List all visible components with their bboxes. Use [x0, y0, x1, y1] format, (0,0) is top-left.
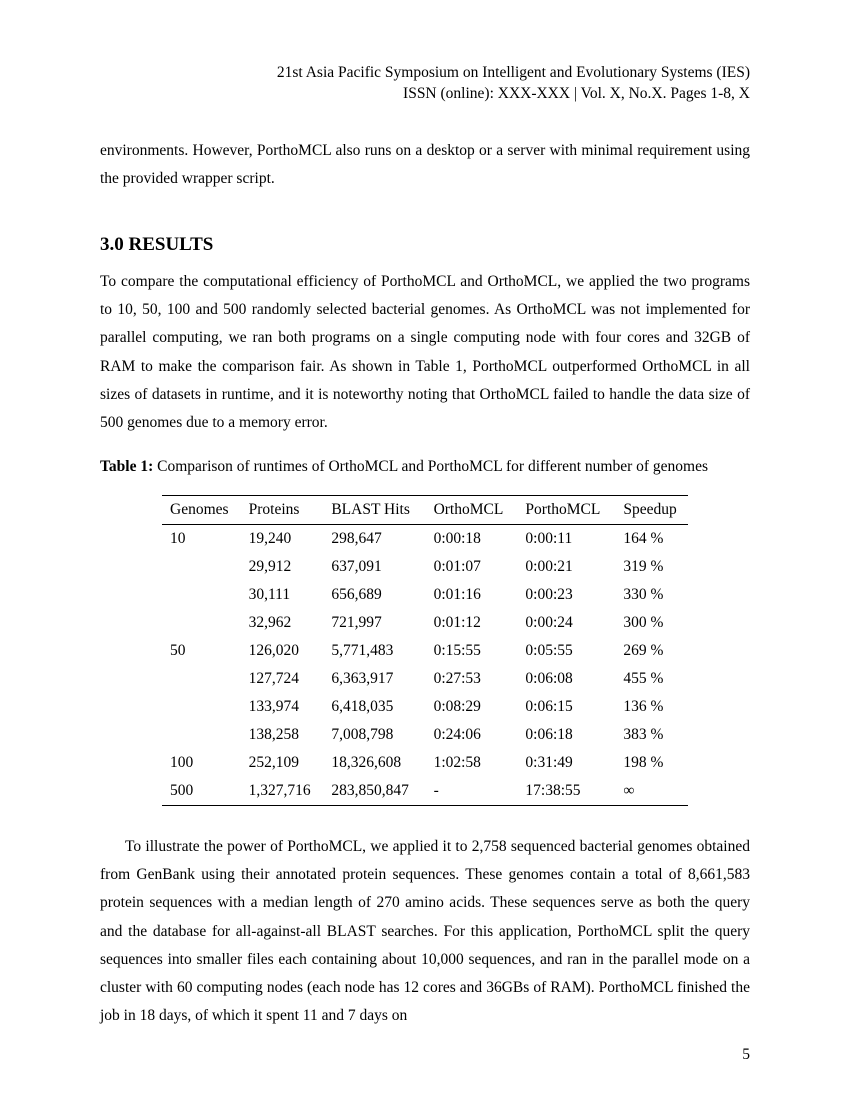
table-cell: 0:24:06: [433, 726, 481, 743]
table-cell: 0:00:18: [433, 530, 481, 547]
table-cell: 133,974: [248, 698, 299, 715]
table-row: [162, 553, 688, 581]
table-cell: 6,418,035: [331, 698, 394, 715]
table-cell: 300 %: [623, 614, 664, 631]
table-cell: 298,647: [331, 530, 382, 547]
table-cell: 656,689: [331, 586, 382, 603]
table-caption-text: Comparison of runtimes of OrthoMCL and PorthoMCL for different number of genomes: [157, 458, 709, 475]
header-line-2: ISSN (online): XXX-XXX | Vol. X, No.X. Pages 1-8, X: [403, 85, 750, 102]
table-cell: 637,091: [331, 558, 382, 575]
table-cell: 50: [170, 642, 186, 659]
table-cell: 10: [170, 530, 186, 547]
table-cell: 198 %: [623, 754, 664, 771]
table-cell: 1:02:58: [433, 754, 481, 771]
table-cell: 0:00:21: [525, 558, 573, 575]
table-cell: 164 %: [623, 530, 664, 547]
table-row: [162, 721, 688, 749]
header-line-1: 21st Asia Pacific Symposium on Intelligent and Evolutionary Systems (IES): [276, 64, 750, 81]
table-row: [162, 777, 688, 806]
table-cell: 0:00:23: [525, 586, 573, 603]
table-cell: 0:27:53: [433, 670, 481, 687]
table-cell: 17:38:55: [525, 782, 581, 799]
column-header: Genomes: [162, 496, 241, 525]
column-header: BLAST Hits: [323, 496, 425, 525]
table-cell: 0:05:55: [525, 642, 573, 659]
table-caption-label: Table 1:: [100, 458, 154, 475]
table-cell: 0:00:24: [525, 614, 573, 631]
table-cell: 19,240: [248, 530, 292, 547]
table-cell: [162, 609, 241, 637]
column-header: OrthoMCL: [426, 496, 518, 525]
running-header: [277, 62, 750, 104]
table-cell: 0:06:18: [525, 726, 573, 743]
table-row: [162, 609, 688, 637]
table-header-row: [162, 496, 688, 525]
page-number: 5: [742, 1046, 750, 1063]
table-row: [162, 693, 688, 721]
table-cell: 383 %: [623, 726, 664, 743]
results-paragraph: To compare the computational efficiency of PorthoMCL and OrthoMCL, we applied the two programs to 10, 50, 100 and 500 randomly selected bacterial genomes. As OrthoMCL was not implemented for parallel computing, we ran both programs on a single computing node with four cores and 32GB of RAM to make the comparison fair. As shown in Table 1, PorthoMCL outperformed OrthoMCL in all sizes of datasets in runtime, and it is noteworthy noting that OrthoMCL failed to handle the data size of 500 genomes due to a memory error.: [100, 273, 750, 432]
table-cell: 5,771,483: [331, 642, 394, 659]
table-cell: [162, 581, 241, 609]
table-cell: [162, 553, 241, 581]
table-cell: 29,912: [248, 558, 292, 575]
table-cell: 30,111: [248, 586, 291, 603]
table-cell: 7,008,798: [331, 726, 394, 743]
table-cell: 32,962: [248, 614, 292, 631]
table-cell: 319 %: [623, 558, 664, 575]
table-row: [162, 665, 688, 693]
table-cell: 0:31:49: [525, 754, 573, 771]
column-header: PorthoMCL: [517, 496, 615, 525]
table-cell: [162, 693, 241, 721]
table-row: [162, 525, 688, 554]
table-cell: 269 %: [623, 642, 664, 659]
table-cell: 100: [170, 754, 194, 771]
table-cell: -: [433, 782, 439, 799]
table-cell: 721,997: [331, 614, 382, 631]
table-caption: [100, 457, 750, 477]
table-cell: ∞: [623, 782, 635, 799]
table-cell: 0:01:07: [433, 558, 481, 575]
table-cell: 0:00:11: [525, 530, 573, 547]
table-row: [162, 637, 688, 665]
intro-paragraph: environments. However, PorthoMCL also runs on a desktop or a server with minimal requirement using the provided wrapper script.: [100, 142, 750, 188]
table-cell: 0:06:15: [525, 698, 573, 715]
table-body: [162, 525, 688, 806]
column-header: Proteins: [241, 496, 324, 525]
table-cell: 500: [170, 782, 194, 799]
table-row: [162, 749, 688, 777]
table-cell: 0:06:08: [525, 670, 573, 687]
table-cell: 455 %: [623, 670, 664, 687]
table-cell: 0:15:55: [433, 642, 481, 659]
table-cell: 252,109: [248, 754, 299, 771]
table-cell: 283,850,847: [331, 782, 409, 799]
table-row: [162, 581, 688, 609]
section-title: 3.0 RESULTS: [100, 234, 214, 255]
table-cell: 6,363,917: [331, 670, 394, 687]
table-cell: 0:01:16: [433, 586, 481, 603]
table-cell: 127,724: [248, 670, 299, 687]
table-cell: 330 %: [623, 586, 664, 603]
column-header: Speedup: [615, 496, 688, 525]
table-cell: [162, 721, 241, 749]
table-cell: 18,326,608: [331, 754, 402, 771]
table-cell: 138,258: [248, 726, 299, 743]
table-cell: 126,020: [248, 642, 299, 659]
table-cell: 0:01:12: [433, 614, 481, 631]
table-cell: 0:08:29: [433, 698, 481, 715]
runtime-table: [162, 495, 688, 806]
application-paragraph: To illustrate the power of PorthoMCL, we applied it to 2,758 sequenced bacterial genomes obtained from GenBank using their annotated protein sequences. These genomes contain a total of 8,661,583 protein sequences with a median length of 270 amino acids. These sequences serve as both the query and the database for all-against-all BLAST searches. For this application, PorthoMCL split the query sequences into smaller files each containing about 10,000 sequences, and ran in the parallel mode on a cluster with 60 computing nodes (each node has 12 cores and 36GBs of RAM). PorthoMCL finished the job in 18 days, of which it spent 11 and 7 days on: [100, 838, 750, 1025]
table-cell: [162, 665, 241, 693]
table-cell: 1,327,716: [248, 782, 311, 799]
table-cell: 136 %: [623, 698, 664, 715]
